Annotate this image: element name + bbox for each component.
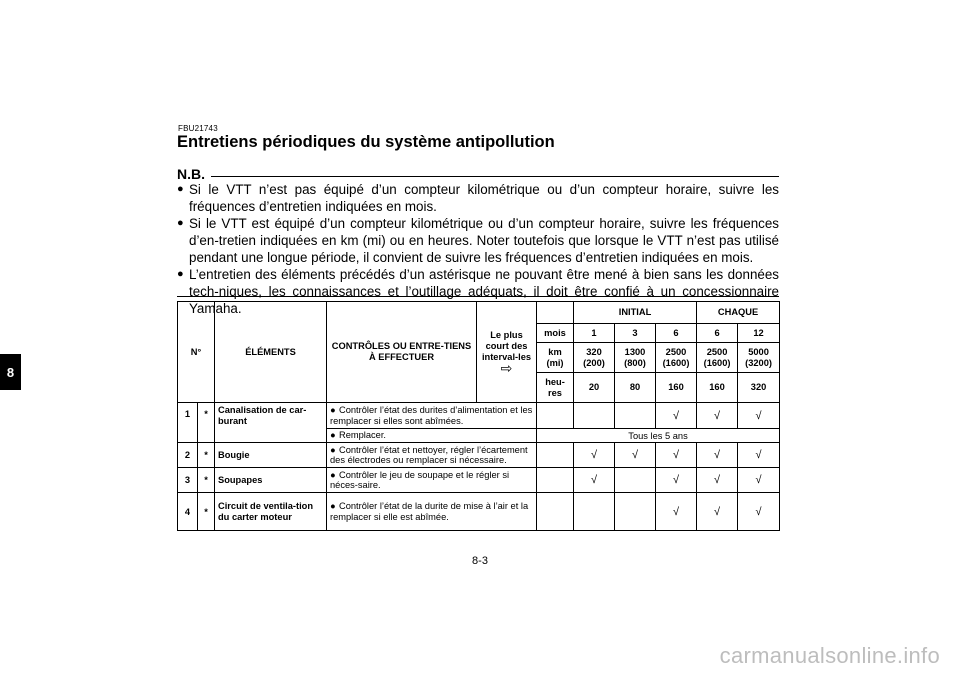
unit-value: 1300 (800) [615,343,656,373]
tick-cell: √ [697,468,738,493]
tick-cell: √ [656,468,697,493]
watermark: carmanualsonline.info [719,643,940,668]
row-action [327,403,537,429]
row-number: 4 [178,493,198,531]
table-row [178,468,780,493]
tick-cell: √ [697,493,738,531]
table-row [178,443,780,468]
header-every: CHAQUE [697,302,780,324]
row-action [327,429,537,443]
row-star: * [198,403,215,443]
note-item: ● Si le VTT est équipé d’un compteur kilométrique ou d’un compteur horaire, suivre les fréquences d’en-tretien indiquées en km (mi) ou en heures. Noter toutefois que lorsque le VTT n’est pas utilisé pendant une longue période, il convient de suivre les fréquences d’entretien indiquées en mois. [177,215,779,266]
note-header [177,166,779,182]
tick-cell [574,493,615,531]
tick-cell [615,468,656,493]
tick-cell: √ [738,403,780,429]
unit-value: 12 [738,324,780,343]
empty-cell [537,443,574,468]
header-interval [477,302,537,403]
unit-label: heu-res [537,373,574,403]
tick-cell: √ [656,493,697,531]
interval-label: Le plus court des interval-les [481,330,532,362]
tick-cell [615,403,656,429]
header-initial: INITIAL [574,302,697,324]
row-star: * [198,493,215,531]
maintenance-table [177,301,780,531]
row-star: * [198,468,215,493]
tick-cell: √ [656,443,697,468]
tick-cell: √ [656,403,697,429]
header-checks: CONTRÔLES OU ENTRE-TIENS À EFFECTUER [327,302,477,403]
unit-value: 1 [574,324,615,343]
row-number: 1 [178,403,198,443]
note-item: ● Si le VTT n’est pas équipé d’un compteur kilométrique ou d’un compteur horaire, suivre les fréquences d’entretien indiquées en mois. [177,181,779,215]
page-title: Entretiens périodiques du système antipollution [177,133,555,151]
tick-cell [615,493,656,531]
unit-value: 320 [738,373,780,403]
tick-cell: √ [738,443,780,468]
bullet-icon: ● [330,501,336,511]
bullet-icon: ● [330,430,336,441]
tick-cell: √ [697,443,738,468]
unit-value: 320 (200) [574,343,615,373]
bullet-icon: ● [330,444,336,455]
note-rule [211,176,779,177]
row-action [327,493,537,531]
document-code: FBU21743 [178,124,218,133]
header-no: N° [178,302,215,403]
action-text: Contrôler l’état des durites d’alimentation et les remplacer si elles sont abîmées. [330,405,533,426]
unit-value: 6 [697,324,738,343]
page-number: 8-3 [472,555,488,567]
tick-cell: √ [697,403,738,429]
unit-value: 3 [615,324,656,343]
row-number: 3 [178,468,198,493]
table-row [178,403,780,429]
unit-value: 2500 (1600) [697,343,738,373]
tick-cell: √ [574,468,615,493]
row-action [327,468,537,493]
unit-value: 5000 (3200) [738,343,780,373]
row-star: * [198,443,215,468]
tick-cell: √ [615,443,656,468]
bullet-icon: ● [330,469,336,480]
note-label: N.B. [177,166,205,182]
row-item: Bougie [215,443,327,468]
row-action [327,443,537,468]
empty-cell [537,493,574,531]
empty-cell [537,468,574,493]
arrow-right-icon: ⇨ [500,360,513,376]
tick-cell: √ [738,468,780,493]
note-end-rule [177,296,779,297]
action-text: Remplacer. [339,430,387,441]
bullet-icon: ● [330,405,336,415]
row-item: Soupapes [215,468,327,493]
note-item: ● L’entretien des éléments précédés d’un astérisque ne pouvant être mené à bien sans les données tech-niques, les connaissances et l’outillage adéquats, il doit être confié à un concessionnaire Yamaha. [177,266,779,317]
unit-label: km (mi) [537,343,574,373]
unit-value: 160 [697,373,738,403]
unit-value: 2500 (1600) [656,343,697,373]
action-text: Contrôler l’état et nettoyer, régler l’écartement des électrodes ou remplacer si nécessaire. [330,444,528,465]
unit-value: 20 [574,373,615,403]
action-text: Contrôler le jeu de soupape et le régler si néces-saire. [330,469,510,490]
unit-value: 160 [656,373,697,403]
action-text: Contrôler l’état de la durite de mise à l’air et la remplacer si elle est abîmée. [330,501,529,522]
row-item: Canalisation de car-burant [215,403,327,443]
section-tab: 8 [0,354,21,390]
header-items: ÉLÉMENTS [215,302,327,403]
empty-cell [537,403,574,429]
tick-cell: √ [738,493,780,531]
unit-value: 80 [615,373,656,403]
row-number: 2 [178,443,198,468]
table-row [178,493,780,531]
interval-text: Tous les 5 ans [537,429,780,443]
unit-label: mois [537,324,574,343]
unit-value: 6 [656,324,697,343]
tick-cell: √ [574,443,615,468]
tick-cell [574,403,615,429]
row-item: Circuit de ventila-tion du carter moteur [215,493,327,531]
